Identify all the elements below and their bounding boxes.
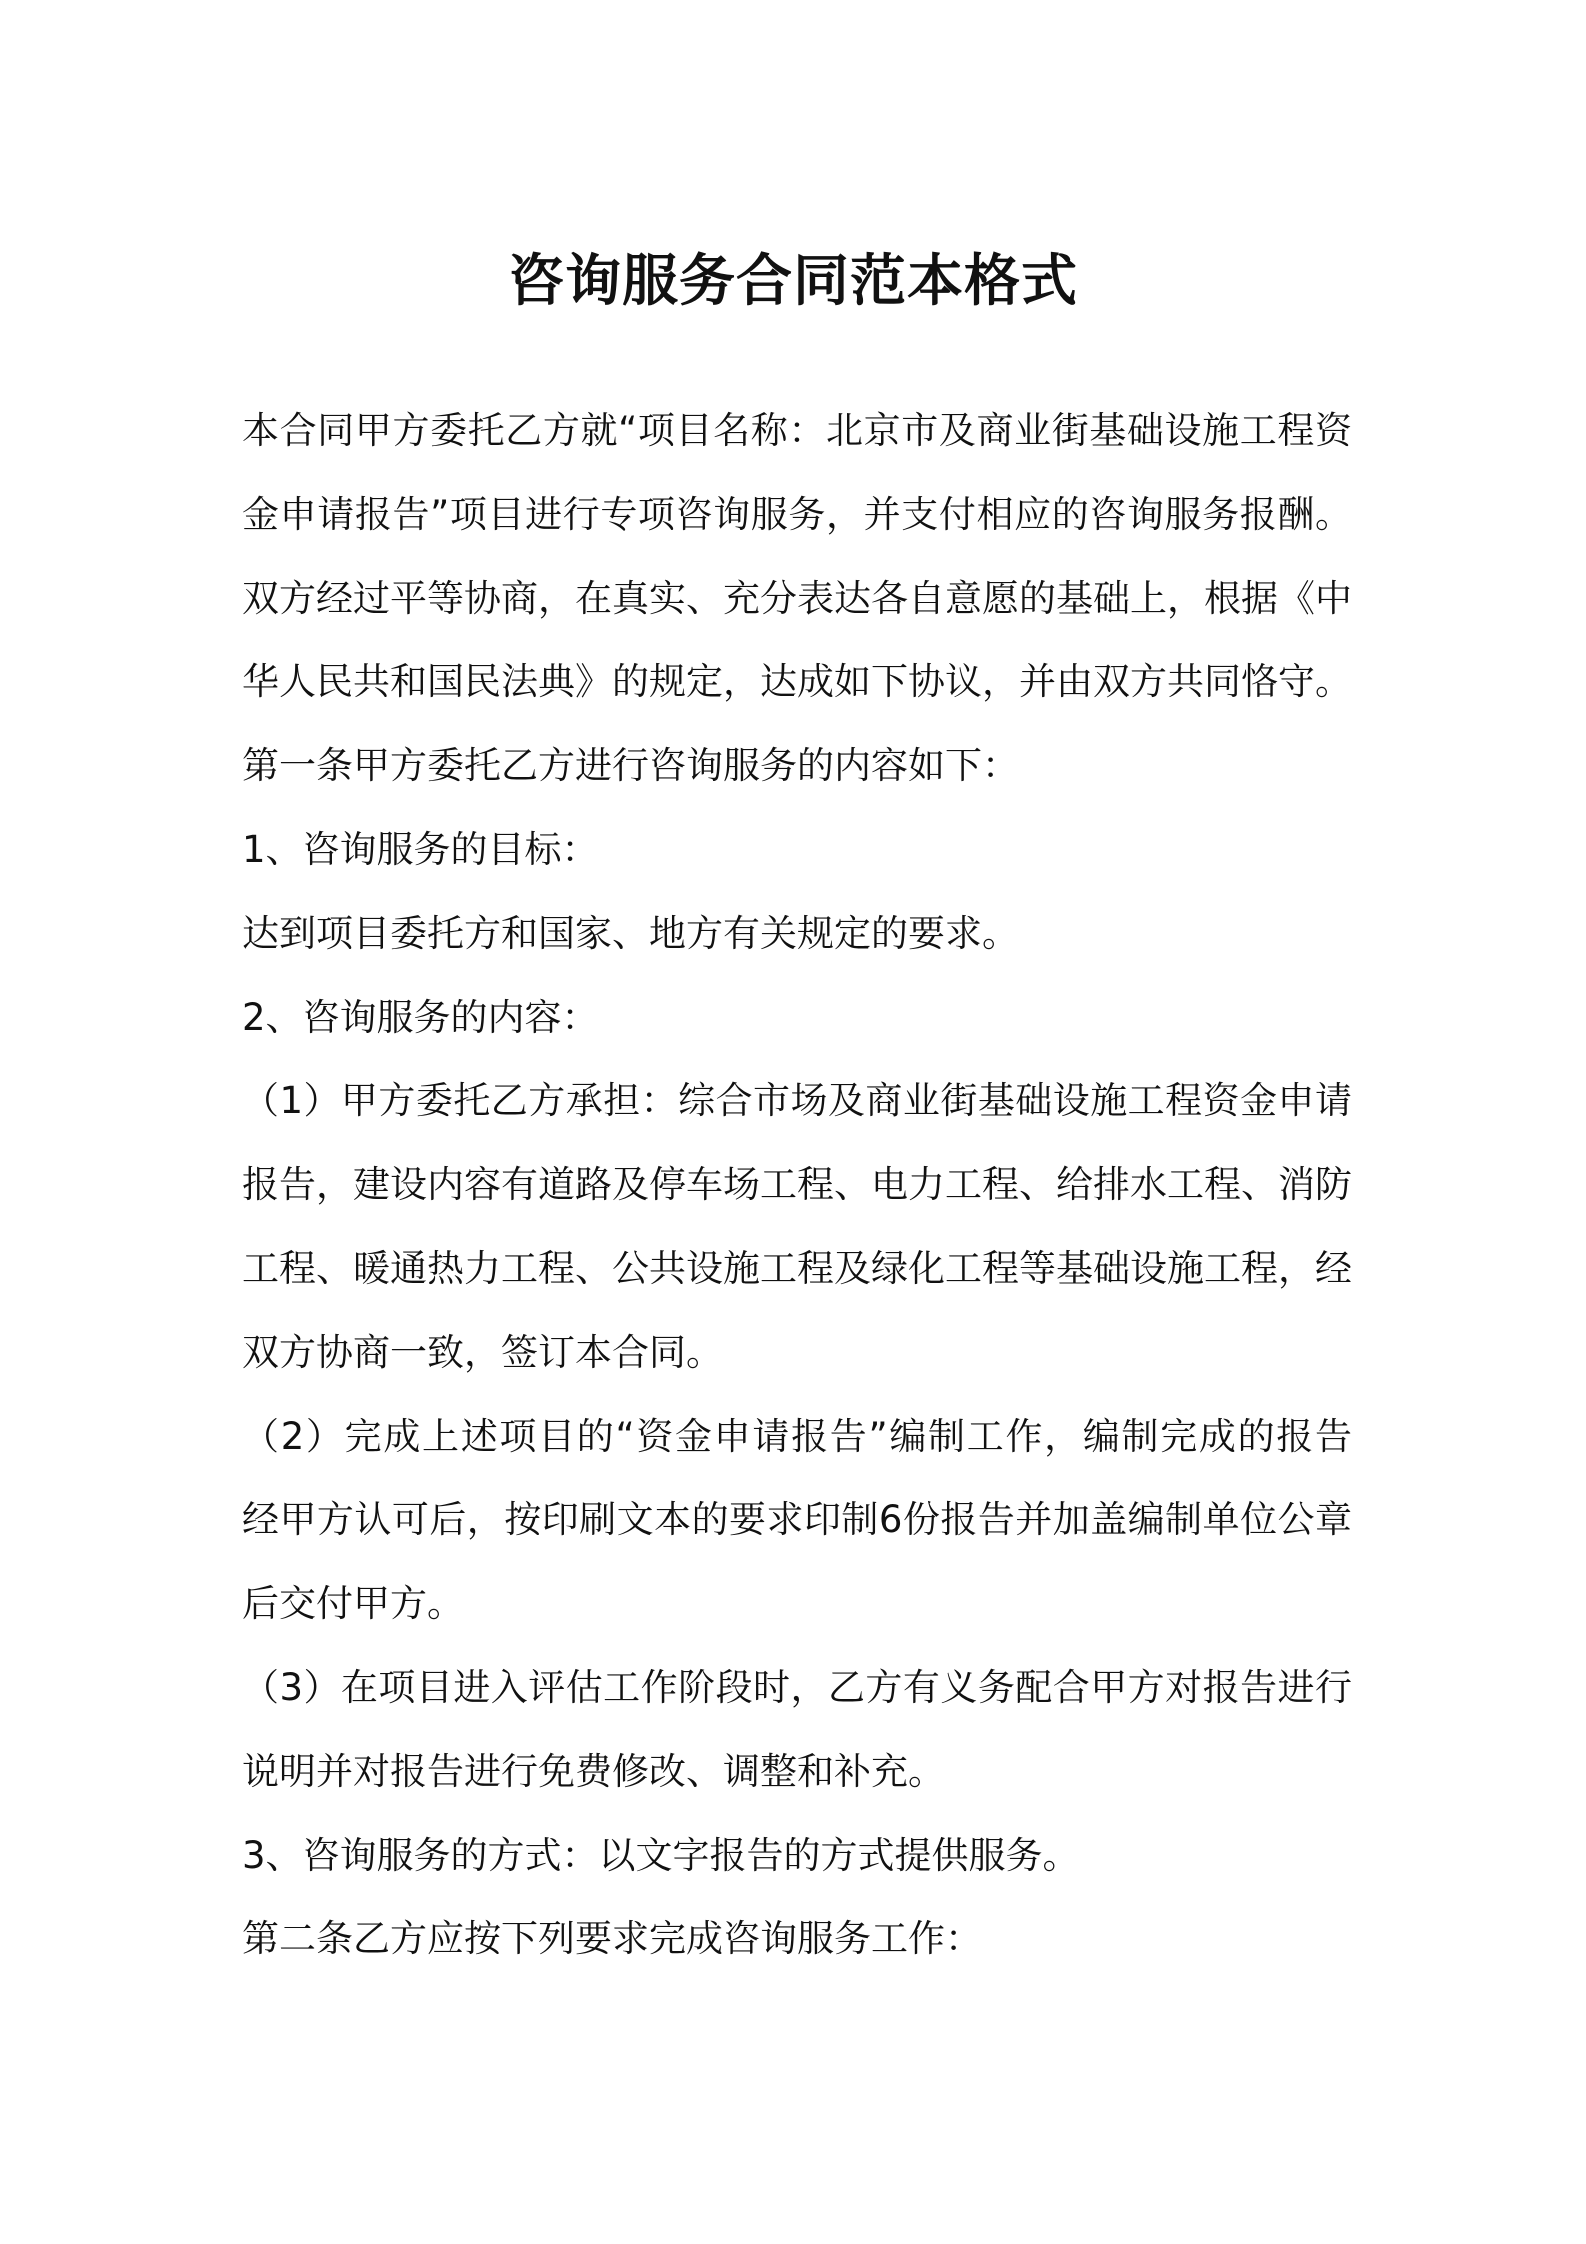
- body-line: （2）完成上述项目的“资金申请报告”编制工作，编制完成的报告: [242, 1415, 1352, 1458]
- body-line: 后交付甲方。: [242, 1582, 464, 1625]
- section-heading: 3、咨询服务的方式：以文字报告的方式提供服务。: [242, 1834, 1080, 1877]
- body-line: （3）在项目进入评估工作阶段时，乙方有义务配合甲方对报告进行: [242, 1666, 1352, 1709]
- body-line: （1）甲方委托乙方承担：综合市场及商业街基础设施工程资金申请: [242, 1079, 1352, 1122]
- body-line: 说明并对报告进行免费修改、调整和补充。: [242, 1750, 945, 1793]
- article-heading: 第一条甲方委托乙方进行咨询服务的内容如下：: [242, 744, 1019, 787]
- body-line: 工程、暖通热力工程、公共设施工程及绿化工程等基础设施工程，经: [242, 1247, 1352, 1290]
- body-line: 本合同甲方委托乙方就“项目名称：北京市及商业街基础设施工程资: [242, 409, 1352, 452]
- body-line: 达到项目委托方和国家、地方有关规定的要求。: [242, 912, 1019, 955]
- body-line: 华人民共和国民法典》的规定，达成如下协议，并由双方共同恪守。: [242, 660, 1352, 703]
- article-heading: 第二条乙方应按下列要求完成咨询服务工作：: [242, 1917, 982, 1960]
- body-line: 金申请报告”项目进行专项咨询服务，并支付相应的咨询服务报酬。: [242, 493, 1352, 536]
- body-line: 经甲方认可后，按印刷文本的要求印制6份报告并加盖编制单位公章: [242, 1498, 1352, 1541]
- section-heading: 1、咨询服务的目标：: [242, 828, 599, 871]
- body-line: 报告，建设内容有道路及停车场工程、电力工程、给排水工程、消防: [242, 1163, 1352, 1206]
- section-heading: 2、咨询服务的内容：: [242, 996, 599, 1039]
- body-line: 双方协商一致，签订本合同。: [242, 1331, 723, 1374]
- body-line: 双方经过平等协商，在真实、充分表达各自意愿的基础上，根据《中: [242, 577, 1352, 620]
- document-title: 咨询服务合同范本格式: [508, 248, 1078, 314]
